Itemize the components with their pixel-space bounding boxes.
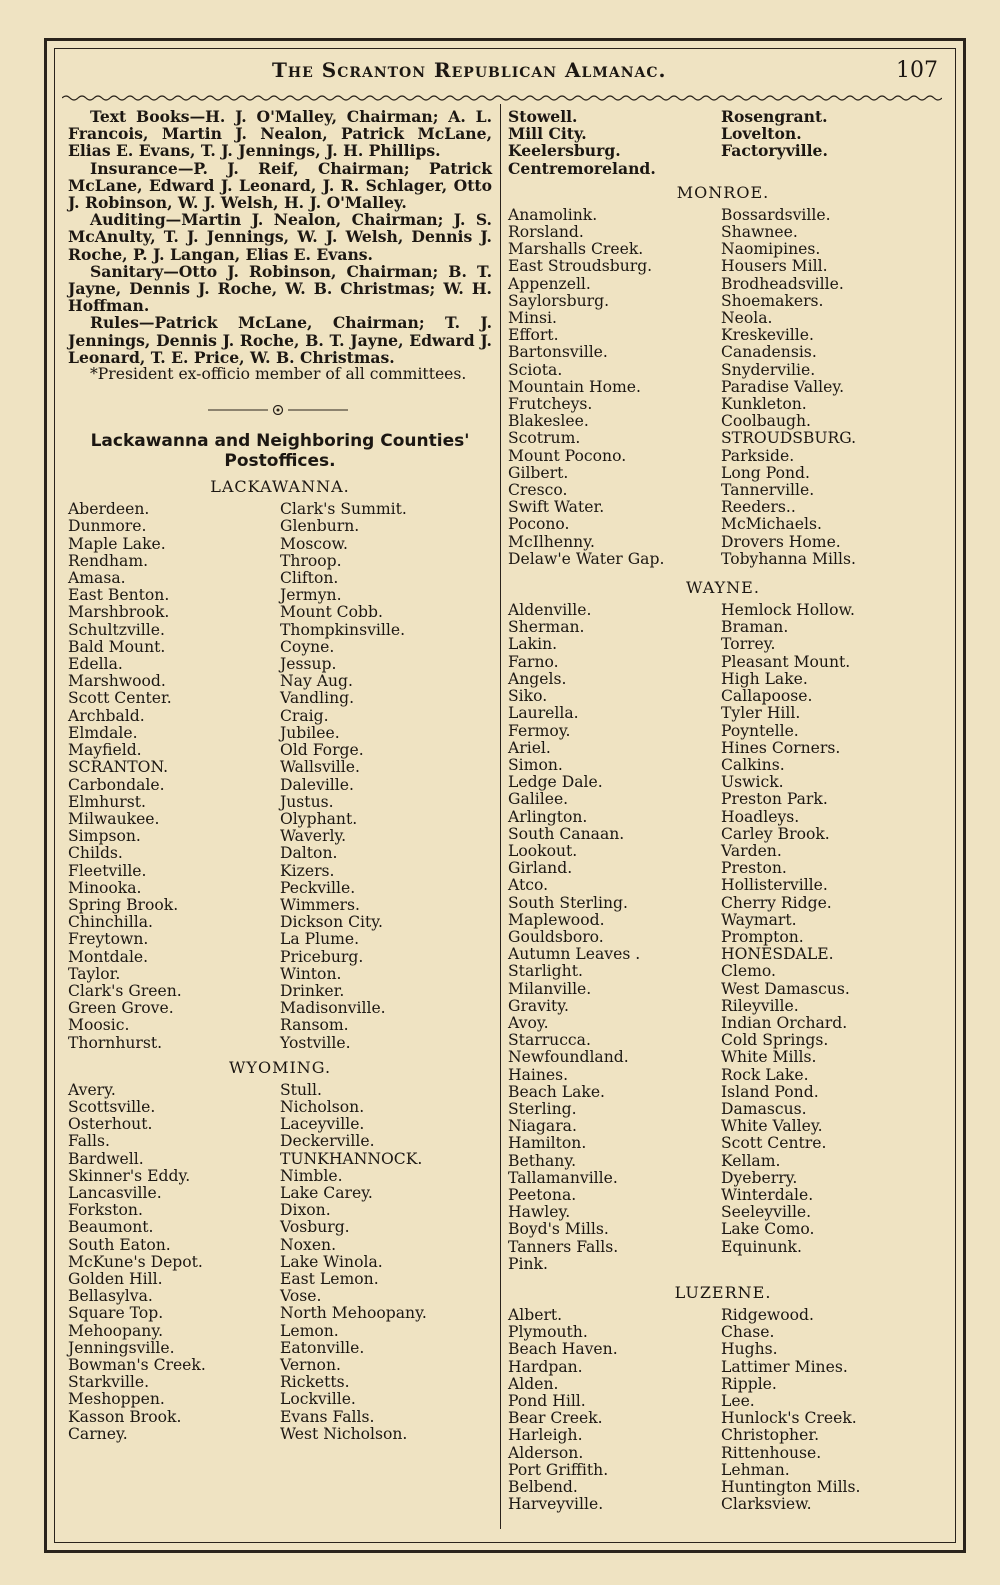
postoffice-name: Evans Falls. (280, 1407, 375, 1426)
postoffice-name: Scotrum. (508, 429, 581, 448)
postoffice-name: Jenningsville. (68, 1338, 175, 1357)
committee-insurance: Insurance—P. J. Reif, Chairman; Patrick McLane, Edward J. Leonard, J. R. Schlager, Otto J. Robinson, W. J. Welsh, H. J. O'Malley. (68, 158, 492, 213)
page-header (62, 58, 942, 92)
luzerne-list (508, 1307, 938, 1513)
postoffice-name: Shoemakers. (721, 291, 824, 310)
postoffice-name: Housers Mill. (721, 257, 828, 276)
postoffice-name: Lee. (721, 1392, 755, 1411)
postoffice-name: Dyeberry. (721, 1168, 798, 1187)
postoffice-name: Clark's Summit. (280, 500, 407, 519)
postoffice-name: Lookout. (508, 841, 578, 860)
postoffice-name: Mount Cobb. (280, 603, 383, 622)
postoffice-name: Rittenhouse. (721, 1443, 822, 1462)
postoffice-name: Yostville. (280, 1033, 351, 1052)
postoffice-name: Olyphant. (280, 809, 358, 828)
postoffice-name: Haines. (508, 1065, 569, 1084)
postoffice-name: South Sterling. (508, 893, 628, 912)
postoffice-name: Alderson. (508, 1443, 584, 1462)
postoffice-name: Waymart. (721, 910, 797, 929)
postoffice-name: Bethany. (508, 1151, 577, 1170)
postoffice-name: Clarksview. (721, 1495, 812, 1514)
postoffice-name: Clark's Green. (68, 981, 182, 1000)
postoffice-name: Mount Pocono. (508, 446, 627, 465)
county-heading-lackawanna: LACKAWANNA. (210, 477, 350, 497)
postoffice-name: Bear Creek. (508, 1409, 603, 1428)
postoffice-name: Starlight. (508, 962, 583, 981)
postoffice-name: Elmhurst. (68, 792, 146, 811)
postoffice-name: Nay Aug. (280, 672, 353, 691)
postoffice-name: Albert. (508, 1306, 563, 1324)
postoffice-name: Port Griffith. (508, 1460, 609, 1479)
postoffice-name: Marshbrook. (68, 603, 170, 622)
postoffice-name: Osterhout. (68, 1115, 153, 1134)
wayne-list (508, 602, 938, 1273)
postoffice-name: Ricketts. (280, 1373, 350, 1392)
postoffice-name: Scott Center. (68, 689, 172, 708)
postoffice-name: Bartonsville. (508, 343, 608, 362)
postoffice-name: Cresco. (508, 481, 568, 500)
postoffice-name: Maplewood. (508, 910, 605, 929)
postoffice-name: McMichaels. (721, 515, 822, 534)
right-column (508, 108, 938, 1513)
postoffice-name: Naomipines. (721, 240, 821, 259)
postoffice-name: South Eaton. (68, 1235, 171, 1254)
postoffice-name: Braman. (721, 618, 789, 637)
postoffice-name: Marshwood. (68, 672, 166, 691)
postoffice-name: Farno. (508, 652, 559, 671)
wavy-rule (62, 92, 942, 104)
postoffice-name: Rosengrant. (721, 107, 828, 126)
postoffice-name: White Valley. (721, 1117, 823, 1136)
postoffice-name: Montdale. (68, 947, 149, 966)
postoffice-name: Throop. (280, 551, 342, 570)
page-number: 107 (896, 58, 938, 83)
postoffice-name: Blakeslee. (508, 412, 589, 431)
postoffice-name: Harveyville. (508, 1495, 604, 1514)
postoffice-name: Minooka. (68, 878, 142, 897)
postoffice-name: Madisonville. (280, 999, 386, 1018)
postoffice-name: Daleville. (280, 775, 354, 794)
postoffice-name: Kunkleton. (721, 395, 807, 414)
postoffice-name: Damascus. (721, 1099, 807, 1118)
postoffice-name: Canadensis. (721, 343, 817, 362)
committee-auditing: Auditing—Martin J. Nealon, Chairman; J. S. McAnulty, T. J. Jennings, W. J. Welsh, Dennis J. Roche, P. J. Langan, Elias E. Evans. (68, 210, 492, 264)
postoffice-name: Laceyville. (280, 1115, 365, 1134)
postoffice-name: Aldenville. (508, 601, 592, 620)
postoffice-name: Freytown. (68, 930, 149, 949)
postoffice-name: Hollisterville. (721, 876, 828, 895)
postoffice-name: Cold Springs. (721, 1031, 829, 1050)
postoffice-name: Carley Brook. (721, 824, 830, 843)
postoffice-name: Ledge Dale. (508, 773, 603, 792)
postoffice-name: Hunlock's Creek. (721, 1409, 857, 1428)
section-title (68, 431, 492, 471)
section-title-line2: Postoffices. (224, 451, 336, 472)
postoffice-name: Pond Hill. (508, 1392, 586, 1411)
ornament-divider (68, 383, 492, 423)
postoffice-name: Ridgewood. (721, 1306, 814, 1324)
postoffice-name: Jessup. (280, 655, 337, 674)
postoffice-name: Angels. (508, 669, 567, 688)
postoffice-name: Ransom. (280, 1016, 349, 1035)
postoffice-name: Belbend. (508, 1478, 578, 1497)
postoffice-name: Nimble. (280, 1166, 343, 1185)
postoffice-name: Hemlock Hollow. (721, 601, 855, 620)
postoffice-name: Clifton. (280, 569, 339, 588)
postoffice-name: Saylorsburg. (508, 291, 610, 310)
postoffice-name: SCRANTON. (68, 758, 169, 777)
postoffice-name: Calkins. (721, 755, 785, 774)
postoffice-name: Lake Winola. (280, 1252, 383, 1271)
postoffice-name: Pink. (508, 1254, 548, 1273)
postoffice-name: Green Grove. (68, 999, 174, 1018)
postoffice-name: Golden Hill. (68, 1269, 163, 1288)
postoffice-name: Stull. (280, 1080, 322, 1099)
postoffice-name: Keelersburg. (508, 141, 621, 161)
postoffice-name: Shawnee. (721, 223, 798, 242)
postoffice-name: Spring Brook. (68, 895, 179, 914)
postoffice-name: Aberdeen. (68, 500, 150, 519)
postoffice-name: Kellam. (721, 1151, 781, 1170)
left-column (68, 108, 492, 1443)
postoffice-name: Meshoppen. (68, 1390, 165, 1409)
footnote-president: *President ex-officio member of all committees. (90, 365, 467, 384)
postoffice-name: Scottsville. (68, 1097, 156, 1116)
postoffice-name: Falls. (68, 1132, 110, 1151)
postoffice-name: Avoy. (508, 1013, 549, 1032)
postoffice-name: Clemo. (721, 962, 777, 981)
postoffice-name: Gouldsboro. (508, 927, 604, 946)
postoffice-name: STROUDSBURG. (721, 429, 857, 448)
postoffice-name: Thornhurst. (68, 1033, 163, 1052)
postoffice-name: Fleetville. (68, 861, 147, 880)
postoffice-name: Bardwell. (68, 1149, 144, 1168)
postoffice-name: Arlington. (508, 807, 588, 826)
postoffice-name: Lockville. (280, 1390, 356, 1409)
postoffice-name: Jermyn. (280, 586, 342, 605)
postoffice-name: Centremoreland. (508, 158, 656, 178)
postoffice-name: Kasson Brook. (68, 1407, 182, 1426)
postoffice-name: Rendham. (68, 551, 149, 570)
postoffice-name: Carney. (68, 1424, 128, 1443)
postoffice-name: Lake Como. (721, 1220, 815, 1239)
postoffice-name: Bald Mount. (68, 637, 166, 656)
postoffice-name: Ripple. (721, 1374, 777, 1393)
postoffice-name: Beach Lake. (508, 1082, 606, 1101)
postoffice-name: Hardpan. (508, 1357, 583, 1376)
county-heading-wyoming: WYOMING. (228, 1057, 332, 1077)
postoffice-name: Drinker. (280, 981, 345, 1000)
postoffice-name: Neola. (721, 309, 773, 328)
postoffice-name: Jubilee. (280, 723, 340, 742)
postoffice-name: Island Pond. (721, 1082, 819, 1101)
postoffice-name: North Mehoopany. (280, 1304, 427, 1323)
postoffice-name: Indian Orchard. (721, 1013, 848, 1032)
postoffice-name: Ariel. (508, 738, 551, 757)
postoffice-name: Atco. (508, 876, 549, 895)
postoffice-name: Anamolink. (508, 205, 598, 224)
postoffice-name: Lemon. (280, 1321, 339, 1340)
postoffice-name: Moscow. (280, 534, 348, 553)
postoffice-name: Kizers. (280, 861, 335, 880)
postoffice-name: Rock Lake. (721, 1065, 809, 1084)
postoffice-name: East Lemon. (280, 1269, 379, 1288)
postoffice-name: Skinner's Eddy. (68, 1166, 191, 1185)
postoffice-name: Equinunk. (721, 1237, 802, 1256)
postoffice-name: Dunmore. (68, 517, 147, 536)
postoffice-name: Alden. (508, 1374, 559, 1393)
postoffice-name: Harleigh. (508, 1426, 583, 1445)
postoffice-name: Starrucca. (508, 1031, 591, 1050)
postoffice-name: Fermoy. (508, 721, 571, 740)
postoffice-name: Poyntelle. (721, 721, 799, 740)
postoffice-name: Scott Centre. (721, 1134, 827, 1153)
postoffice-name: Winton. (280, 964, 342, 983)
postoffice-name: Schultzville. (68, 620, 165, 639)
postoffice-name: Paradise Valley. (721, 377, 845, 396)
postoffice-name: Milanville. (508, 979, 592, 998)
postoffice-name: Drovers Home. (721, 532, 841, 551)
postoffice-name: Waverly. (280, 827, 347, 846)
postoffice-name: Reeders.. (721, 498, 796, 517)
postoffice-name: Hoadleys. (721, 807, 800, 826)
postoffice-name: Coolbaugh. (721, 412, 811, 431)
postoffice-name: Varden. (721, 841, 782, 860)
postoffice-name: Boyd's Mills. (508, 1220, 609, 1239)
almanac-title: The Scranton Republican Almanac. (272, 58, 667, 82)
postoffice-name: Effort. (508, 326, 559, 345)
postoffice-name: Moosic. (68, 1016, 130, 1035)
postoffice-name: Dickson City. (280, 913, 383, 932)
postoffice-name: Hughs. (721, 1340, 778, 1359)
postoffice-name: Milwaukee. (68, 809, 160, 828)
postoffice-name: Elmdale. (68, 723, 138, 742)
postoffice-name: Stowell. (508, 107, 578, 126)
postoffice-name: Lattimer Mines. (721, 1357, 848, 1376)
postoffice-name: Thompkinsville. (280, 620, 406, 639)
postoffice-name: Bellasylva. (68, 1287, 153, 1306)
postoffice-name: Cherry Ridge. (721, 893, 832, 912)
postoffice-name: Vose. (280, 1287, 322, 1306)
county-heading-wayne: WAYNE. (686, 578, 760, 598)
postoffice-name: Maple Lake. (68, 534, 166, 553)
section-title-line1: Lackawanna and Neighboring Counties' (90, 431, 470, 452)
postoffice-name: HONESDALE. (721, 945, 834, 964)
postoffice-name: Mehoopany. (68, 1321, 164, 1340)
postoffice-name: Peckville. (280, 878, 356, 897)
postoffice-name: Laurella. (508, 704, 579, 723)
postoffice-name: Vosburg. (280, 1218, 350, 1237)
postoffice-name: Kreskeville. (721, 326, 814, 345)
monroe-list (508, 207, 938, 568)
county-heading-monroe: MONROE. (676, 182, 770, 202)
postoffice-name: Plymouth. (508, 1323, 588, 1342)
postoffice-name: East Benton. (68, 586, 170, 605)
postoffice-name: Carbondale. (68, 775, 165, 794)
committee-rules: Rules—Patrick McLane, Chairman; T. J. Jennings, Dennis J. Roche, B. T. Jayne, Edward J. Leonard, T. E. Price, W. B. Christmas. (68, 313, 492, 367)
postoffice-name: Noxen. (280, 1235, 337, 1254)
postoffice-name: Tannerville. (721, 481, 815, 500)
postoffice-name: Nicholson. (280, 1097, 365, 1116)
column-divider (500, 104, 501, 1529)
postoffice-name: Square Top. (68, 1304, 164, 1323)
postoffice-name: Torrey. (721, 635, 776, 654)
postoffice-name: Rorsland. (508, 223, 584, 242)
wyoming-list (68, 1082, 492, 1443)
postoffice-name: Chase. (721, 1323, 775, 1342)
postoffice-name: Lakin. (508, 635, 558, 654)
postoffice-name: South Canaan. (508, 824, 625, 843)
postoffice-name: Autumn Leaves . (508, 945, 641, 964)
postoffice-name: Long Pond. (721, 463, 810, 482)
postoffice-name: Brodheadsville. (721, 274, 844, 293)
county-heading-luzerne: LUZERNE. (674, 1283, 772, 1302)
postoffice-name: Christopher. (721, 1426, 820, 1445)
postoffice-name: Prompton. (721, 927, 804, 946)
postoffice-name: Preston. (721, 859, 787, 878)
postoffice-name: Girland. (508, 859, 573, 878)
postoffice-name: Tanners Falls. (508, 1237, 619, 1256)
postoffice-name: Old Forge. (280, 741, 364, 760)
postoffice-name: West Nicholson. (280, 1424, 408, 1443)
postoffice-name: Callapoose. (721, 687, 813, 706)
postoffice-name: McKune's Depot. (68, 1252, 203, 1271)
postoffice-name: Vandling. (280, 689, 355, 708)
postoffice-name: Factoryville. (721, 141, 828, 161)
postoffice-name: Childs. (68, 844, 123, 863)
postoffice-name (721, 1256, 938, 1273)
postoffice-name: Hines Corners. (721, 738, 841, 757)
postoffice-name: Simon. (508, 755, 563, 774)
postoffice-name: Eatonville. (280, 1338, 365, 1357)
postoffice-name: Rileyville. (721, 996, 799, 1015)
postoffice-name: Coyne. (280, 637, 335, 656)
postoffice-name: High Lake. (721, 669, 808, 688)
postoffice-name: Siko. (508, 687, 548, 706)
postoffice-name: Frutcheys. (508, 395, 593, 414)
postoffice-name: White Mills. (721, 1048, 817, 1067)
postoffice-name: Mountain Home. (508, 377, 641, 396)
postoffice-name: Lehman. (721, 1460, 790, 1479)
postoffice-name: Sciota. (508, 360, 563, 379)
postoffice-name: Lovelton. (721, 124, 802, 144)
postoffice-name: Edella. (68, 655, 123, 674)
lackawanna-list (68, 501, 492, 1052)
postoffice-name: TUNKHANNOCK. (280, 1149, 423, 1168)
postoffice-name: Sterling. (508, 1099, 577, 1118)
postoffice-name: Gilbert. (508, 463, 569, 482)
postoffice-name: West Damascus. (721, 979, 850, 998)
postoffice-name: Sherman. (508, 618, 585, 637)
postoffice-name: Seeleyville. (721, 1203, 812, 1222)
postoffice-name: Marshalls Creek. (508, 240, 644, 259)
postoffice-name: Forkston. (68, 1201, 143, 1220)
postoffice-name: East Stroudsburg. (508, 257, 653, 276)
postoffice-name (721, 160, 938, 177)
postoffice-name: Craig. (280, 706, 329, 725)
postoffice-name: Galilee. (508, 790, 569, 809)
postoffice-name: Dalton. (280, 844, 338, 863)
postoffice-name: Dixon. (280, 1201, 331, 1220)
postoffice-name: Beach Haven. (508, 1340, 618, 1359)
committee-sanitary: Sanitary—Otto J. Robinson, Chairman; B. T. Jayne, Dennis J. Roche, W. B. Christmas; W. H. Hoffman. (68, 261, 492, 316)
postoffice-name: Chinchilla. (68, 913, 153, 932)
postoffice-name: Tyler Hill. (721, 704, 801, 723)
postoffice-name: Wallsville. (280, 758, 360, 777)
postoffice-name: Mayfield. (68, 741, 142, 760)
postoffice-name: Lancasville. (68, 1183, 162, 1202)
postoffice-name: Simpson. (68, 827, 141, 846)
postoffice-name: Vernon. (280, 1356, 341, 1374)
postoffice-name: Priceburg. (280, 947, 364, 966)
postoffice-name: Preston Park. (721, 790, 828, 809)
postoffice-name: Tallamanville. (508, 1168, 618, 1187)
postoffice-name: Hawley. (508, 1203, 571, 1222)
postoffice-name: Snydervilie. (721, 360, 816, 379)
postoffice-name: Glenburn. (280, 517, 360, 536)
postoffice-name: Pleasant Mount. (721, 652, 851, 671)
postoffice-name: Bossardsville. (721, 205, 831, 224)
postoffice-name: Appenzell. (508, 274, 591, 293)
postoffice-name: Parkside. (721, 446, 795, 465)
postoffice-name: Bowman's Creek. (68, 1356, 206, 1374)
postoffice-name: Niagara. (508, 1117, 577, 1136)
postoffice-name: Starkville. (68, 1373, 150, 1392)
postoffice-name: Swift Water. (508, 498, 605, 517)
postoffice-name: Justus. (280, 792, 334, 811)
postoffice-name: Huntington Mills. (721, 1478, 861, 1497)
postoffice-name: Lake Carey. (280, 1183, 373, 1202)
postoffice-name: Archbald. (68, 706, 145, 725)
postoffice-name: Hamilton. (508, 1134, 587, 1153)
postoffice-name: Delaw'e Water Gap. (508, 549, 665, 568)
postoffice-name: Newfoundland. (508, 1048, 629, 1067)
postoffice-name: Tobyhanna Mills. (721, 549, 856, 568)
postoffice-name: Gravity. (508, 996, 569, 1015)
postoffice-name: Minsi. (508, 309, 557, 328)
postoffice-name: Mill City. (508, 124, 587, 144)
postoffice-name: La Plume. (280, 930, 360, 949)
postoffice-name: McIlhenny. (508, 532, 595, 551)
postoffice-name: Wimmers. (280, 895, 360, 914)
committee-text-books: Text Books—H. J. O'Malley, Chairman; A. L. Francois, Martin J. Nealon, Patrick McLane, Elias E. Evans, T. J. Jennings, J. H. Phillips. (68, 107, 492, 161)
postoffice-name: Avery. (68, 1080, 116, 1099)
postoffice-name: Peetona. (508, 1185, 577, 1204)
postoffice-name: Taylor. (68, 964, 121, 983)
postoffice-name: Pocono. (508, 515, 570, 534)
postoffice-name: Beaumont. (68, 1218, 154, 1237)
wyoming-list-continued (508, 108, 938, 177)
postoffice-name: Uswick. (721, 773, 784, 792)
postoffice-name: Amasa. (68, 569, 126, 588)
postoffice-name: Winterdale. (721, 1185, 814, 1204)
postoffice-name: Deckerville. (280, 1132, 375, 1151)
